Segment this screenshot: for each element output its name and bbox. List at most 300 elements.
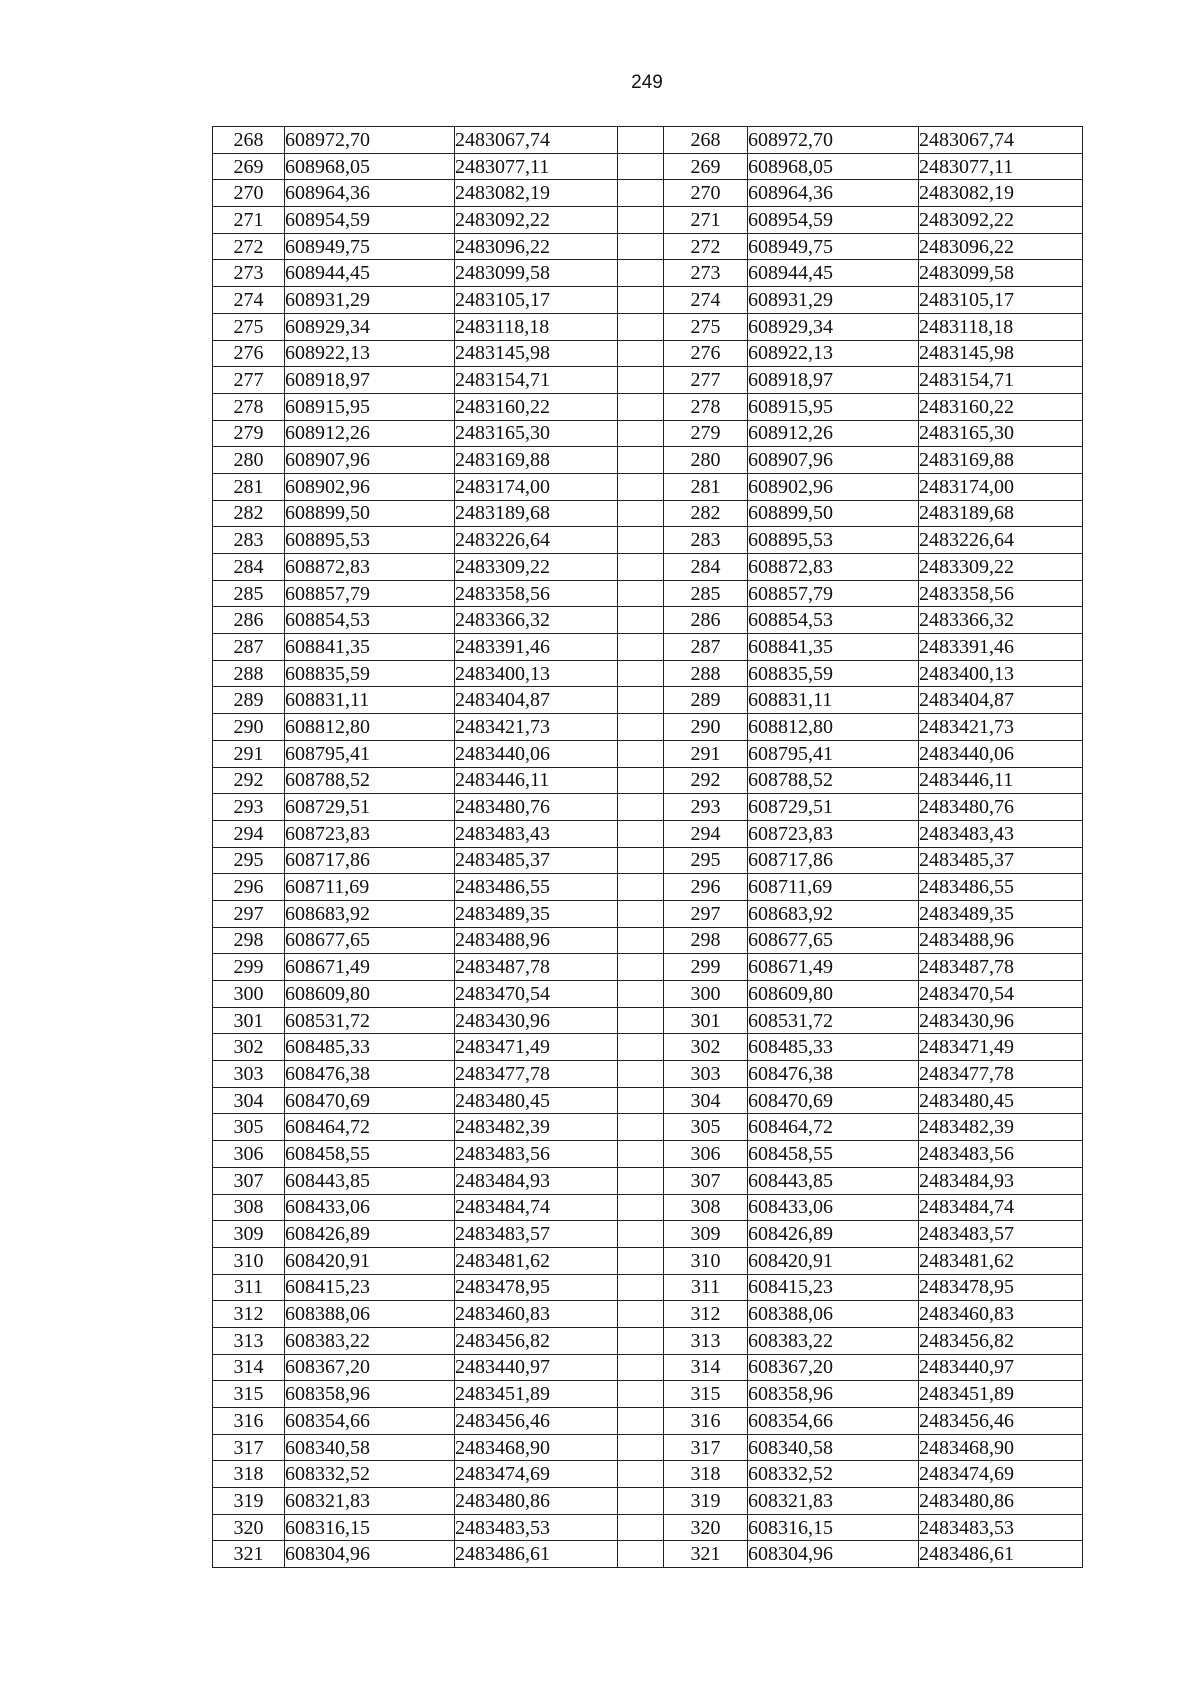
right-x-coordinate: 608671,49 (748, 954, 919, 981)
right-y-coordinate: 2483154,71 (919, 367, 1083, 394)
right-point-number: 302 (664, 1034, 748, 1061)
left-point-number: 311 (213, 1274, 285, 1301)
right-x-coordinate: 608433,06 (748, 1194, 919, 1221)
right-y-coordinate: 2483483,57 (919, 1221, 1083, 1248)
right-point-number: 320 (664, 1514, 748, 1541)
right-x-coordinate: 608835,59 (748, 660, 919, 687)
empty-separator-cell (618, 1461, 664, 1488)
right-x-coordinate: 608677,65 (748, 927, 919, 954)
table-row (213, 1434, 1083, 1461)
right-x-coordinate: 608717,86 (748, 847, 919, 874)
right-x-coordinate: 608915,95 (748, 393, 919, 420)
left-x-coordinate: 608717,86 (285, 847, 455, 874)
empty-separator-cell (618, 1087, 664, 1114)
left-point-number: 274 (213, 287, 285, 314)
empty-separator-cell (618, 1061, 664, 1088)
left-point-number: 270 (213, 180, 285, 207)
right-x-coordinate: 608485,33 (748, 1034, 919, 1061)
left-point-number: 316 (213, 1408, 285, 1435)
right-x-coordinate: 608304,96 (748, 1541, 919, 1568)
left-x-coordinate: 608972,70 (285, 127, 455, 154)
left-point-number: 317 (213, 1434, 285, 1461)
right-y-coordinate: 2483440,06 (919, 740, 1083, 767)
right-y-coordinate: 2483481,62 (919, 1247, 1083, 1274)
table-row (213, 1034, 1083, 1061)
right-point-number: 311 (664, 1274, 748, 1301)
right-point-number: 269 (664, 153, 748, 180)
left-point-number: 296 (213, 874, 285, 901)
right-y-coordinate: 2483092,22 (919, 207, 1083, 234)
left-x-coordinate: 608831,11 (285, 687, 455, 714)
right-x-coordinate: 608711,69 (748, 874, 919, 901)
left-x-coordinate: 608835,59 (285, 660, 455, 687)
right-point-number: 319 (664, 1488, 748, 1515)
left-y-coordinate: 2483391,46 (455, 634, 618, 661)
left-point-number: 318 (213, 1461, 285, 1488)
right-y-coordinate: 2483430,96 (919, 1007, 1083, 1034)
left-point-number: 308 (213, 1194, 285, 1221)
left-point-number: 300 (213, 981, 285, 1008)
right-point-number: 286 (664, 607, 748, 634)
left-y-coordinate: 2483484,74 (455, 1194, 618, 1221)
left-point-number: 306 (213, 1141, 285, 1168)
right-y-coordinate: 2483456,82 (919, 1327, 1083, 1354)
left-x-coordinate: 608922,13 (285, 340, 455, 367)
right-point-number: 315 (664, 1381, 748, 1408)
right-x-coordinate: 608458,55 (748, 1141, 919, 1168)
right-x-coordinate: 608354,66 (748, 1408, 919, 1435)
left-point-number: 284 (213, 554, 285, 581)
table-row (213, 527, 1083, 554)
table-row (213, 393, 1083, 420)
empty-separator-cell (618, 900, 664, 927)
left-y-coordinate: 2483174,00 (455, 473, 618, 500)
right-point-number: 271 (664, 207, 748, 234)
table-row (213, 874, 1083, 901)
right-y-coordinate: 2483400,13 (919, 660, 1083, 687)
right-point-number: 296 (664, 874, 748, 901)
left-point-number: 272 (213, 233, 285, 260)
right-x-coordinate: 608321,83 (748, 1488, 919, 1515)
left-y-coordinate: 2483484,93 (455, 1167, 618, 1194)
table-row (213, 1194, 1083, 1221)
left-point-number: 291 (213, 740, 285, 767)
right-x-coordinate: 608367,20 (748, 1354, 919, 1381)
table-row (213, 287, 1083, 314)
left-x-coordinate: 608931,29 (285, 287, 455, 314)
right-point-number: 289 (664, 687, 748, 714)
left-point-number: 320 (213, 1514, 285, 1541)
right-y-coordinate: 2483226,64 (919, 527, 1083, 554)
left-x-coordinate: 608788,52 (285, 767, 455, 794)
table-row (213, 1461, 1083, 1488)
right-y-coordinate: 2483456,46 (919, 1408, 1083, 1435)
right-y-coordinate: 2483480,86 (919, 1488, 1083, 1515)
empty-separator-cell (618, 287, 664, 314)
left-x-coordinate: 608470,69 (285, 1087, 455, 1114)
left-y-coordinate: 2483480,86 (455, 1488, 618, 1515)
right-x-coordinate: 608972,70 (748, 127, 919, 154)
right-x-coordinate: 608931,29 (748, 287, 919, 314)
right-y-coordinate: 2483488,96 (919, 927, 1083, 954)
empty-separator-cell (618, 207, 664, 234)
right-y-coordinate: 2483189,68 (919, 500, 1083, 527)
left-x-coordinate: 608795,41 (285, 740, 455, 767)
table-row (213, 847, 1083, 874)
right-y-coordinate: 2483067,74 (919, 127, 1083, 154)
right-y-coordinate: 2483446,11 (919, 767, 1083, 794)
empty-separator-cell (618, 847, 664, 874)
right-point-number: 308 (664, 1194, 748, 1221)
empty-separator-cell (618, 981, 664, 1008)
table-row (213, 1488, 1083, 1515)
left-y-coordinate: 2483160,22 (455, 393, 618, 420)
left-x-coordinate: 608531,72 (285, 1007, 455, 1034)
right-point-number: 300 (664, 981, 748, 1008)
left-point-number: 277 (213, 367, 285, 394)
right-x-coordinate: 608902,96 (748, 473, 919, 500)
left-point-number: 269 (213, 153, 285, 180)
right-point-number: 304 (664, 1087, 748, 1114)
left-x-coordinate: 608304,96 (285, 1541, 455, 1568)
left-y-coordinate: 2483165,30 (455, 420, 618, 447)
right-y-coordinate: 2483160,22 (919, 393, 1083, 420)
left-x-coordinate: 608907,96 (285, 447, 455, 474)
empty-separator-cell (618, 660, 664, 687)
right-point-number: 285 (664, 580, 748, 607)
right-point-number: 313 (664, 1327, 748, 1354)
table-row (213, 634, 1083, 661)
right-y-coordinate: 2483484,93 (919, 1167, 1083, 1194)
empty-separator-cell (618, 233, 664, 260)
right-y-coordinate: 2483486,61 (919, 1541, 1083, 1568)
right-x-coordinate: 608831,11 (748, 687, 919, 714)
table-row (213, 420, 1083, 447)
right-point-number: 317 (664, 1434, 748, 1461)
left-x-coordinate: 608485,33 (285, 1034, 455, 1061)
left-point-number: 321 (213, 1541, 285, 1568)
table-row (213, 687, 1083, 714)
left-x-coordinate: 608367,20 (285, 1354, 455, 1381)
left-x-coordinate: 608949,75 (285, 233, 455, 260)
table-row (213, 180, 1083, 207)
empty-separator-cell (618, 447, 664, 474)
right-point-number: 283 (664, 527, 748, 554)
left-y-coordinate: 2483092,22 (455, 207, 618, 234)
right-y-coordinate: 2483421,73 (919, 714, 1083, 741)
left-x-coordinate: 608872,83 (285, 554, 455, 581)
right-x-coordinate: 608443,85 (748, 1167, 919, 1194)
left-point-number: 275 (213, 313, 285, 340)
table-row (213, 313, 1083, 340)
table-row (213, 1061, 1083, 1088)
left-y-coordinate: 2483474,69 (455, 1461, 618, 1488)
right-x-coordinate: 608795,41 (748, 740, 919, 767)
table-row (213, 340, 1083, 367)
right-x-coordinate: 608531,72 (748, 1007, 919, 1034)
left-point-number: 290 (213, 714, 285, 741)
table-row (213, 127, 1083, 154)
right-x-coordinate: 608899,50 (748, 500, 919, 527)
empty-separator-cell (618, 1141, 664, 1168)
left-x-coordinate: 608354,66 (285, 1408, 455, 1435)
empty-separator-cell (618, 420, 664, 447)
left-x-coordinate: 608388,06 (285, 1301, 455, 1328)
right-point-number: 314 (664, 1354, 748, 1381)
right-x-coordinate: 608872,83 (748, 554, 919, 581)
empty-separator-cell (618, 1274, 664, 1301)
right-y-coordinate: 2483474,69 (919, 1461, 1083, 1488)
left-x-coordinate: 608915,95 (285, 393, 455, 420)
right-point-number: 309 (664, 1221, 748, 1248)
right-point-number: 312 (664, 1301, 748, 1328)
left-x-coordinate: 608332,52 (285, 1461, 455, 1488)
empty-separator-cell (618, 340, 664, 367)
left-y-coordinate: 2483082,19 (455, 180, 618, 207)
right-y-coordinate: 2483487,78 (919, 954, 1083, 981)
right-x-coordinate: 608895,53 (748, 527, 919, 554)
table-row (213, 260, 1083, 287)
empty-separator-cell (618, 153, 664, 180)
right-x-coordinate: 608812,80 (748, 714, 919, 741)
right-point-number: 277 (664, 367, 748, 394)
left-point-number: 286 (213, 607, 285, 634)
right-y-coordinate: 2483483,43 (919, 820, 1083, 847)
left-point-number: 314 (213, 1354, 285, 1381)
empty-separator-cell (618, 794, 664, 821)
empty-separator-cell (618, 1354, 664, 1381)
right-x-coordinate: 608944,45 (748, 260, 919, 287)
right-y-coordinate: 2483077,11 (919, 153, 1083, 180)
right-y-coordinate: 2483470,54 (919, 981, 1083, 1008)
table-row (213, 1327, 1083, 1354)
left-point-number: 303 (213, 1061, 285, 1088)
right-x-coordinate: 608729,51 (748, 794, 919, 821)
right-y-coordinate: 2483366,32 (919, 607, 1083, 634)
left-y-coordinate: 2483358,56 (455, 580, 618, 607)
left-x-coordinate: 608683,92 (285, 900, 455, 927)
table-row (213, 1114, 1083, 1141)
right-point-number: 297 (664, 900, 748, 927)
left-y-coordinate: 2483145,98 (455, 340, 618, 367)
left-x-coordinate: 608340,58 (285, 1434, 455, 1461)
right-y-coordinate: 2483099,58 (919, 260, 1083, 287)
right-y-coordinate: 2483480,76 (919, 794, 1083, 821)
left-x-coordinate: 608944,45 (285, 260, 455, 287)
left-y-coordinate: 2483456,82 (455, 1327, 618, 1354)
table-row (213, 1354, 1083, 1381)
empty-separator-cell (618, 393, 664, 420)
left-point-number: 282 (213, 500, 285, 527)
left-x-coordinate: 608321,83 (285, 1488, 455, 1515)
left-y-coordinate: 2483482,39 (455, 1114, 618, 1141)
empty-separator-cell (618, 580, 664, 607)
right-x-coordinate: 608929,34 (748, 313, 919, 340)
right-y-coordinate: 2483165,30 (919, 420, 1083, 447)
left-x-coordinate: 608443,85 (285, 1167, 455, 1194)
left-point-number: 309 (213, 1221, 285, 1248)
empty-separator-cell (618, 500, 664, 527)
left-x-coordinate: 608383,22 (285, 1327, 455, 1354)
left-point-number: 297 (213, 900, 285, 927)
table-row (213, 500, 1083, 527)
right-x-coordinate: 608788,52 (748, 767, 919, 794)
empty-separator-cell (618, 1007, 664, 1034)
right-point-number: 281 (664, 473, 748, 500)
right-y-coordinate: 2483105,17 (919, 287, 1083, 314)
right-y-coordinate: 2483460,83 (919, 1301, 1083, 1328)
right-y-coordinate: 2483485,37 (919, 847, 1083, 874)
table-row (213, 767, 1083, 794)
right-y-coordinate: 2483483,56 (919, 1141, 1083, 1168)
right-y-coordinate: 2483478,95 (919, 1274, 1083, 1301)
table-row (213, 1247, 1083, 1274)
empty-separator-cell (618, 127, 664, 154)
left-point-number: 278 (213, 393, 285, 420)
right-point-number: 305 (664, 1114, 748, 1141)
left-point-number: 279 (213, 420, 285, 447)
right-y-coordinate: 2483096,22 (919, 233, 1083, 260)
right-point-number: 287 (664, 634, 748, 661)
right-y-coordinate: 2483309,22 (919, 554, 1083, 581)
right-y-coordinate: 2483480,45 (919, 1087, 1083, 1114)
right-point-number: 279 (664, 420, 748, 447)
left-x-coordinate: 608358,96 (285, 1381, 455, 1408)
empty-separator-cell (618, 1381, 664, 1408)
left-x-coordinate: 608420,91 (285, 1247, 455, 1274)
left-x-coordinate: 608841,35 (285, 634, 455, 661)
right-point-number: 274 (664, 287, 748, 314)
empty-separator-cell (618, 1167, 664, 1194)
left-point-number: 287 (213, 634, 285, 661)
left-y-coordinate: 2483366,32 (455, 607, 618, 634)
table-row (213, 1381, 1083, 1408)
left-x-coordinate: 608968,05 (285, 153, 455, 180)
left-point-number: 281 (213, 473, 285, 500)
left-y-coordinate: 2483468,90 (455, 1434, 618, 1461)
empty-separator-cell (618, 473, 664, 500)
left-point-number: 312 (213, 1301, 285, 1328)
right-point-number: 318 (664, 1461, 748, 1488)
table-row (213, 1541, 1083, 1568)
table-row (213, 1007, 1083, 1034)
left-point-number: 292 (213, 767, 285, 794)
page-number: 249 (631, 72, 663, 93)
right-x-coordinate: 608420,91 (748, 1247, 919, 1274)
left-x-coordinate: 608476,38 (285, 1061, 455, 1088)
left-x-coordinate: 608464,72 (285, 1114, 455, 1141)
right-y-coordinate: 2483358,56 (919, 580, 1083, 607)
right-x-coordinate: 608854,53 (748, 607, 919, 634)
left-x-coordinate: 608729,51 (285, 794, 455, 821)
left-x-coordinate: 608677,65 (285, 927, 455, 954)
left-x-coordinate: 608912,26 (285, 420, 455, 447)
left-point-number: 301 (213, 1007, 285, 1034)
left-point-number: 295 (213, 847, 285, 874)
empty-separator-cell (618, 313, 664, 340)
right-y-coordinate: 2483440,97 (919, 1354, 1083, 1381)
right-y-coordinate: 2483145,98 (919, 340, 1083, 367)
left-y-coordinate: 2483488,96 (455, 927, 618, 954)
right-point-number: 280 (664, 447, 748, 474)
right-point-number: 291 (664, 740, 748, 767)
left-y-coordinate: 2483485,37 (455, 847, 618, 874)
empty-separator-cell (618, 527, 664, 554)
right-point-number: 282 (664, 500, 748, 527)
left-x-coordinate: 608316,15 (285, 1514, 455, 1541)
left-y-coordinate: 2483440,06 (455, 740, 618, 767)
left-x-coordinate: 608433,06 (285, 1194, 455, 1221)
table-row (213, 233, 1083, 260)
table-row (213, 367, 1083, 394)
empty-separator-cell (618, 367, 664, 394)
left-x-coordinate: 608723,83 (285, 820, 455, 847)
right-y-coordinate: 2483489,35 (919, 900, 1083, 927)
table-row (213, 740, 1083, 767)
empty-separator-cell (618, 634, 664, 661)
empty-separator-cell (618, 687, 664, 714)
left-point-number: 268 (213, 127, 285, 154)
empty-separator-cell (618, 1488, 664, 1515)
right-point-number: 301 (664, 1007, 748, 1034)
right-x-coordinate: 608464,72 (748, 1114, 919, 1141)
left-x-coordinate: 608929,34 (285, 313, 455, 340)
left-y-coordinate: 2483486,55 (455, 874, 618, 901)
right-point-number: 275 (664, 313, 748, 340)
table-row (213, 1141, 1083, 1168)
right-point-number: 272 (664, 233, 748, 260)
left-y-coordinate: 2483471,49 (455, 1034, 618, 1061)
left-y-coordinate: 2483477,78 (455, 1061, 618, 1088)
left-y-coordinate: 2483105,17 (455, 287, 618, 314)
right-x-coordinate: 608964,36 (748, 180, 919, 207)
right-y-coordinate: 2483471,49 (919, 1034, 1083, 1061)
left-point-number: 285 (213, 580, 285, 607)
right-point-number: 321 (664, 1541, 748, 1568)
table-row (213, 927, 1083, 954)
right-point-number: 306 (664, 1141, 748, 1168)
left-y-coordinate: 2483096,22 (455, 233, 618, 260)
right-x-coordinate: 608723,83 (748, 820, 919, 847)
left-y-coordinate: 2483118,18 (455, 313, 618, 340)
left-y-coordinate: 2483470,54 (455, 981, 618, 1008)
right-point-number: 292 (664, 767, 748, 794)
right-y-coordinate: 2483391,46 (919, 634, 1083, 661)
left-x-coordinate: 608458,55 (285, 1141, 455, 1168)
left-x-coordinate: 608902,96 (285, 473, 455, 500)
left-x-coordinate: 608964,36 (285, 180, 455, 207)
table-row (213, 153, 1083, 180)
table-row (213, 580, 1083, 607)
empty-separator-cell (618, 1541, 664, 1568)
right-x-coordinate: 608340,58 (748, 1434, 919, 1461)
table-row (213, 1301, 1083, 1328)
right-point-number: 278 (664, 393, 748, 420)
left-y-coordinate: 2483460,83 (455, 1301, 618, 1328)
empty-separator-cell (618, 1221, 664, 1248)
table-row (213, 1167, 1083, 1194)
left-y-coordinate: 2483480,45 (455, 1087, 618, 1114)
right-y-coordinate: 2483468,90 (919, 1434, 1083, 1461)
left-y-coordinate: 2483154,71 (455, 367, 618, 394)
left-y-coordinate: 2483480,76 (455, 794, 618, 821)
left-y-coordinate: 2483446,11 (455, 767, 618, 794)
right-x-coordinate: 608912,26 (748, 420, 919, 447)
left-y-coordinate: 2483481,62 (455, 1247, 618, 1274)
left-x-coordinate: 608895,53 (285, 527, 455, 554)
right-point-number: 295 (664, 847, 748, 874)
left-point-number: 271 (213, 207, 285, 234)
